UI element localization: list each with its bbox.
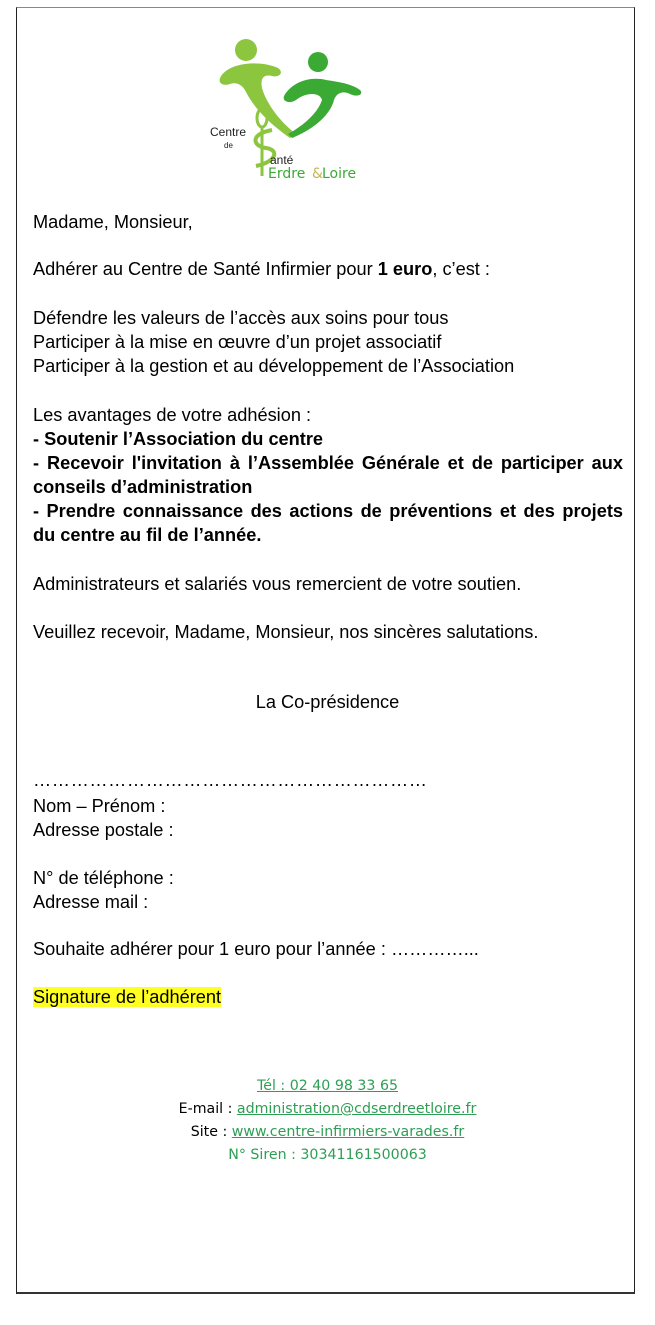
logo-text-centre: Centre: [210, 125, 247, 139]
email-link[interactable]: administration@cdserdreetloire.fr: [236, 1101, 477, 1117]
salutation: Madame, Monsieur,: [33, 212, 193, 232]
advantage-item: - Recevoir l'invitation à l’Assemblée Générale et de participer aux conseils d’administration: [33, 453, 623, 497]
intro-suffix: , c’est :: [432, 259, 490, 279]
signature-label-highlighted: Signature de l’adhérent: [33, 987, 222, 1007]
footer-site: [0, 1121, 655, 1144]
footer-email: [0, 1098, 655, 1121]
advantage-item: - Soutenir l’Association du centre: [33, 429, 324, 449]
logo-text-de: de: [224, 141, 233, 150]
intro-price: 1 euro: [377, 259, 433, 279]
email-prefix: E-mail :: [178, 1101, 237, 1117]
advantages-title: Les avantages de votre adhésion :: [33, 405, 312, 425]
value-item: Participer à la mise en œuvre d’un projet associatif: [33, 332, 442, 352]
two-figures-heart-logo-icon: [200, 38, 370, 180]
advantage-item: - Prendre connaissance des actions de préventions et des projets du centre au fil de l’année.: [33, 501, 623, 545]
thanks-text: Administrateurs et salariés vous remercient de votre soutien.: [33, 574, 522, 594]
separator-dots: ………………………………………………………: [33, 770, 428, 790]
name-field-label: Nom – Prénom :: [33, 796, 166, 816]
address-field-label: Adresse postale :: [33, 820, 174, 840]
email-field-label: Adresse mail :: [33, 892, 149, 912]
signature-field: [33, 985, 221, 1009]
website-link[interactable]: www.centre-infirmiers-varades.fr: [231, 1124, 465, 1140]
footer-phone[interactable]: [0, 1075, 655, 1098]
signature-co-presidence: La Co-présidence: [255, 692, 400, 712]
value-item: Défendre les valeurs de l’accès aux soins pour tous: [33, 308, 449, 328]
logo-text-sante: anté: [270, 153, 294, 167]
site-prefix: Site :: [190, 1124, 232, 1140]
membership-year-field: Souhaite adhérer pour 1 euro pour l’année : …………...: [33, 939, 479, 959]
phone-link[interactable]: Tél : 02 40 98 33 65: [256, 1078, 399, 1094]
logo-text-erdre: Erdre: [268, 166, 306, 180]
logo-text-loire: Loire: [322, 166, 357, 180]
value-item: Participer à la gestion et au développement de l’Association: [33, 356, 515, 376]
intro-line: [33, 257, 490, 281]
closing-text: Veuillez recevoir, Madame, Monsieur, nos sincères salutations.: [33, 622, 539, 642]
phone-field-label: N° de téléphone :: [33, 868, 174, 888]
intro-text: Adhérer au Centre de Santé Infirmier pour: [33, 259, 378, 279]
logo-text-amp: &: [312, 166, 323, 180]
association-logo: [200, 38, 370, 180]
footer-siren: N° Siren : 30341161500063: [228, 1147, 427, 1163]
